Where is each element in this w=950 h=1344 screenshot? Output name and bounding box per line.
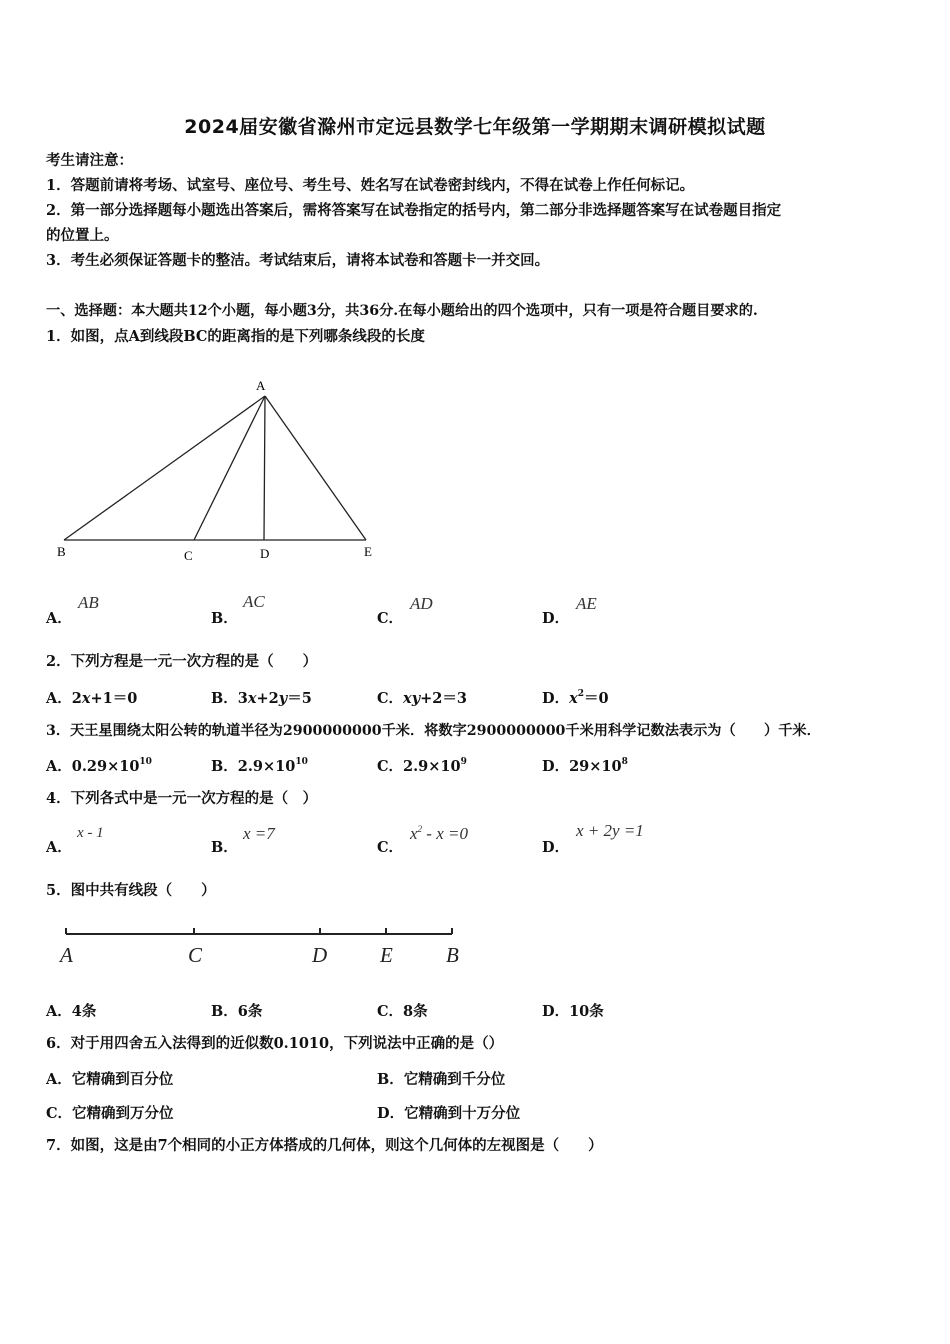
notice-item-2: 2．第一部分选择题每小题选出答案后，需将答案写在试卷指定的括号内，第二部分非选择题答案写在试卷题目指定	[46, 202, 782, 219]
q4-option-c-value	[410, 824, 468, 844]
q3-d-sup: 8	[621, 757, 628, 767]
page-title: 2024届安徽省滁州市定远县数学七年级第一学期期末调研模拟试题	[184, 116, 766, 138]
q1-option-d-value: AE	[576, 594, 597, 613]
notice-heading: 考生请注意：	[46, 152, 133, 169]
q1-option-c-label: C．	[377, 610, 404, 627]
q4-c-post: - x =0	[422, 824, 468, 843]
q1-option-a-value: AB	[78, 593, 99, 612]
point-label-e: E	[380, 943, 393, 967]
q4-option-b-label: B．	[211, 839, 238, 856]
q2-b-post: ＝5	[287, 690, 312, 707]
q6-option-d-value: 它精确到十万分位	[404, 1105, 521, 1122]
q5-option-b	[211, 1000, 262, 1021]
q1-stem: 1．如图，点A到线段BC的距离指的是下列哪条线段的长度	[46, 328, 425, 345]
q4-option-a-label: A．	[46, 839, 72, 856]
q5-option-d	[542, 1000, 604, 1021]
q2-d-sup: 2	[577, 689, 584, 699]
point-label-a: A	[60, 943, 73, 967]
q3-option-b-label: B．	[211, 758, 238, 775]
q2-option-c	[377, 687, 467, 708]
q3-option-a	[46, 755, 152, 776]
q5-option-a-value: 4条	[71, 1003, 97, 1020]
q6-stem: 6．对于用四舍五入法得到的近似数0.1010，下列说法中正确的是（）	[46, 1035, 504, 1052]
q2-c-var: xy	[403, 690, 421, 707]
q6-option-a-label: A．	[46, 1071, 72, 1088]
q4-option-a-value: x - 1	[77, 825, 104, 841]
q2-c-post: +2＝3	[420, 690, 467, 707]
q6-option-d-label: D．	[377, 1105, 405, 1122]
q1-triangle-figure	[50, 372, 390, 568]
segment-ac	[194, 396, 265, 540]
q3-option-d	[542, 755, 628, 776]
label-e: E	[364, 544, 372, 559]
q3-b-base: 2.9×10	[237, 758, 296, 775]
label-c: C	[184, 548, 193, 563]
q5-option-d-value: 10条	[569, 1003, 604, 1020]
q5-stem: 5．图中共有线段（ ）	[46, 882, 216, 899]
q3-a-sup: 10	[139, 757, 152, 767]
q6-option-b-label: B．	[377, 1071, 404, 1088]
q3-option-c	[377, 755, 467, 776]
q2-a-post: +1＝0	[90, 690, 138, 707]
q2-d-post: ＝0	[584, 690, 609, 707]
q2-b-var2: y	[278, 690, 288, 707]
q6-option-b	[377, 1068, 505, 1089]
q3-d-base: 29×10	[569, 758, 622, 775]
q2-b-mid: +2	[256, 690, 279, 707]
q1-option-c-value: AD	[410, 594, 433, 613]
q2-a-var: x	[81, 690, 91, 707]
q1-option-b-value: AC	[243, 592, 265, 611]
notice-item-2-cont: 的位置上。	[46, 227, 119, 244]
q3-a-base: 0.29×10	[71, 758, 140, 775]
q2-d-var: x	[569, 690, 578, 707]
q4-option-d-label: D．	[542, 839, 570, 856]
label-b: B	[57, 544, 66, 559]
q6-option-d	[377, 1102, 520, 1123]
q3-option-a-label: A．	[46, 758, 72, 775]
q1-option-d-label: D．	[542, 610, 570, 627]
q5-option-c-label: C．	[377, 1003, 404, 1020]
point-label-c: C	[188, 943, 203, 967]
q1-option-a-label: A．	[46, 610, 72, 627]
label-d: D	[260, 546, 270, 561]
q6-option-b-value: 它精确到千分位	[403, 1071, 506, 1088]
q6-option-a	[46, 1068, 173, 1089]
segment-ab	[64, 396, 265, 540]
q2-option-a	[46, 687, 137, 708]
q3-c-base: 2.9×10	[403, 758, 461, 775]
q5-option-b-value: 6条	[237, 1003, 263, 1020]
q6-option-c-label: C．	[46, 1105, 73, 1122]
q4-stem: 4．下列各式中是一元一次方程的是（ ）	[46, 790, 318, 807]
q2-option-a-label: A．	[46, 690, 72, 707]
q4-c-sup: 2	[417, 824, 423, 834]
q2-option-b	[211, 687, 312, 708]
segment-ae	[265, 396, 366, 540]
q6-option-c-value: 它精确到万分位	[72, 1105, 174, 1122]
point-label-b: B	[446, 943, 459, 967]
q7-stem: 7．如图，这是由7个相同的小正方体搭成的几何体，则这个几何体的左视图是（ ）	[46, 1137, 603, 1154]
q2-a-pre: 2	[71, 690, 82, 707]
q2-option-c-label: C．	[377, 690, 404, 707]
point-label-d: D	[312, 943, 328, 967]
q5-option-c-value: 8条	[403, 1003, 428, 1020]
q3-c-sup: 9	[460, 757, 467, 767]
q4-option-d-value: x + 2y =1	[576, 821, 644, 840]
q5-segment-figure	[52, 920, 472, 972]
q3-stem: 3．天王星围绕太阳公转的轨道半径为2900000000千米．将数字2900000000千米用科学记数法表示为（ ）千米．	[46, 723, 821, 739]
q3-b-sup: 10	[295, 757, 308, 767]
q3-option-b	[211, 755, 308, 776]
q3-option-d-label: D．	[542, 758, 570, 775]
q5-option-a-label: A．	[46, 1003, 72, 1020]
q2-option-d	[542, 687, 609, 708]
q3-option-c-label: C．	[377, 758, 404, 775]
q4-option-c-label: C．	[377, 839, 404, 856]
q6-option-c	[46, 1102, 174, 1123]
q5-option-b-label: B．	[211, 1003, 238, 1020]
q2-b-var: x	[247, 690, 257, 707]
q2-stem: 2．下列方程是一元一次方程的是（ ）	[46, 653, 318, 670]
q2-b-pre: 3	[237, 690, 248, 707]
q4-option-b-value: x =7	[243, 824, 275, 843]
label-a: A	[256, 378, 266, 393]
section-heading: 一、选择题：本大题共12个小题，每小题3分，共36分.在每小题给出的四个选项中，只有一项是符合题目要求的.	[46, 303, 758, 319]
q2-option-b-label: B．	[211, 690, 238, 707]
q5-option-d-label: D．	[542, 1003, 570, 1020]
notice-item-3: 3．考生必须保证答题卡的整洁。考试结束后，请将本试卷和答题卡一并交回。	[46, 252, 550, 269]
q4-c-pre: x	[410, 824, 418, 843]
segment-ad	[264, 396, 265, 540]
q1-option-b-label: B．	[211, 610, 238, 627]
q6-option-a-value: 它精确到百分位	[71, 1071, 174, 1088]
q5-option-c	[377, 1000, 428, 1021]
q5-option-a	[46, 1000, 96, 1021]
notice-item-1: 1．答题前请将考场、试室号、座位号、考生号、姓名写在试卷密封线内，不得在试卷上作任何标记。	[46, 177, 695, 194]
q2-option-d-label: D．	[542, 690, 570, 707]
